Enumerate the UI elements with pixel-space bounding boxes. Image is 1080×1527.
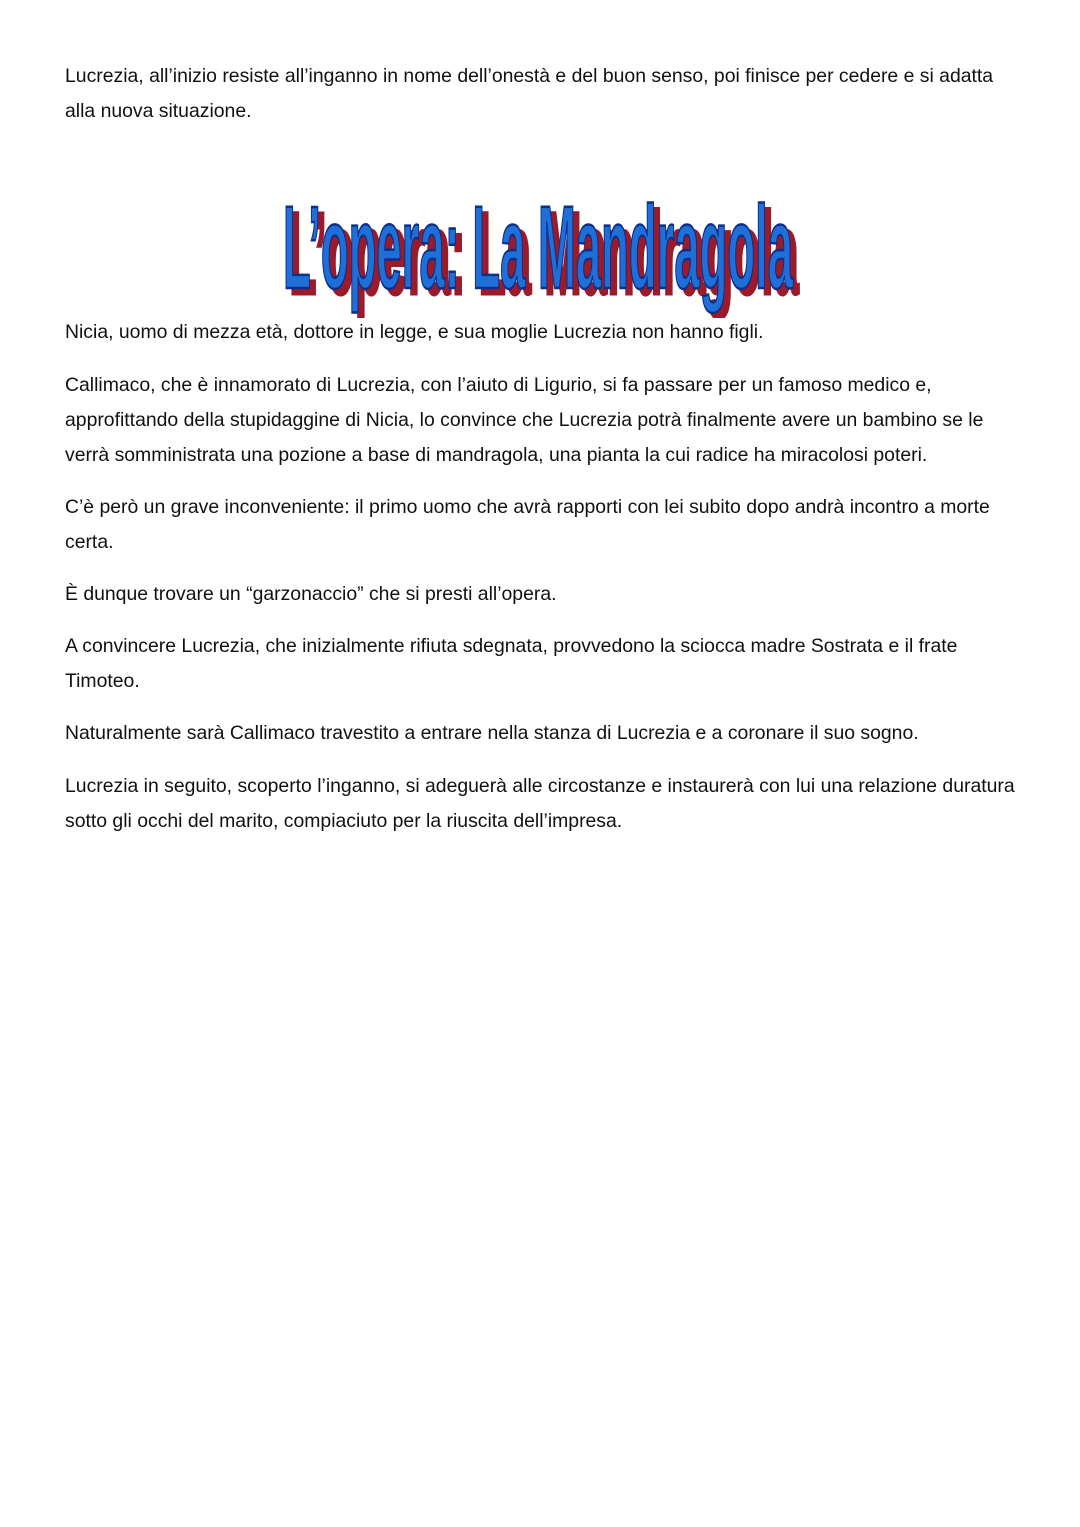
paragraph-5: A convincere Lucrezia, che inizialmente rifiuta sdegnata, provvedono la sciocca madre Sostrata e il frate Timoteo. — [65, 635, 958, 692]
paragraph-4: È dunque trovare un “garzonaccio” che si presti all’opera. — [65, 583, 557, 605]
paragraph-6: Naturalmente sarà Callimaco travestito a entrare nella stanza di Lucrezia e a coronare il suo sogno. — [65, 722, 919, 744]
wordart-title — [0, 168, 1080, 318]
paragraph-3: C’è però un grave inconveniente: il primo uomo che avrà rapporti con lei subito dopo andrà incontro a morte certa. — [65, 496, 990, 553]
paragraph-2: Callimaco, che è innamorato di Lucrezia, con l’aiuto di Ligurio, si fa passare per un famoso medico e, approfittando della stupidaggine di Nicia, lo convince che Lucrezia potrà finalmente avere un bambino se le verrà somministrata una pozione a base di mandragola, una pianta la cui radice ha miracolosi poteri. — [65, 374, 984, 466]
paragraph-7: Lucrezia in seguito, scoperto l’inganno, si adeguerà alle circostanze e instaurerà con lui una relazione duratura sotto gli occhi del marito, compiaciuto per la riuscita dell’impresa. — [65, 775, 1015, 832]
wordart-title-graphic — [0, 168, 1080, 318]
wordart-title-shadow: L’opera: La Mandragola — [289, 188, 800, 318]
wordart-title-text: L’opera: La Mandragola — [283, 182, 794, 314]
intro-paragraph: Lucrezia, all’inizio resiste all’inganno in nome dell’onestà e del buon senso, poi finisce per cedere e si adatta alla nuova situazione. — [65, 65, 994, 122]
paragraph-1: Nicia, uomo di mezza età, dottore in legge, e sua moglie Lucrezia non hanno figli. — [65, 321, 764, 343]
